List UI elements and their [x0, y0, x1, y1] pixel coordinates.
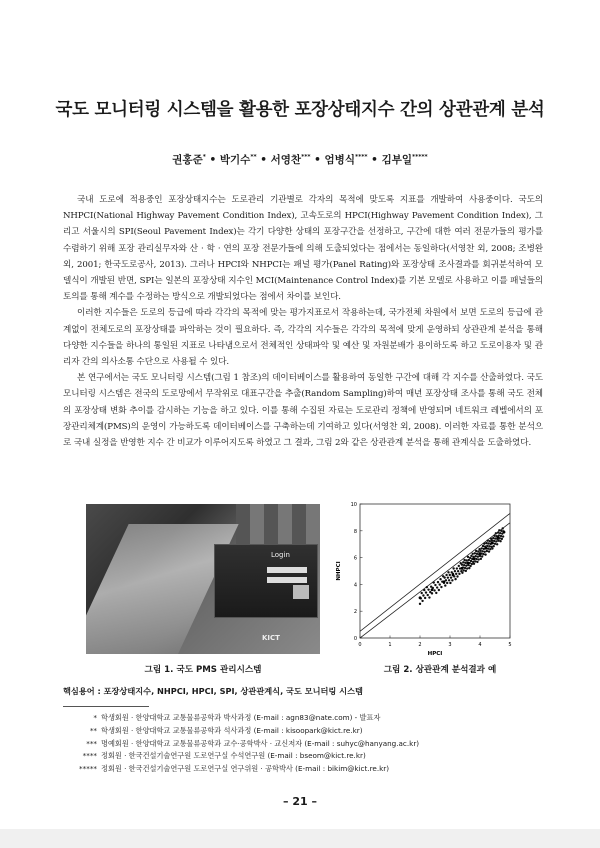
x-axis-label: HPCI [427, 651, 443, 657]
footnote-rule [63, 706, 149, 707]
data-point [485, 542, 487, 544]
x-tick-label: 3 [448, 642, 452, 648]
author-name: 엄병식 [324, 154, 355, 166]
data-point [448, 579, 450, 581]
data-point [475, 555, 477, 557]
data-point [469, 557, 471, 559]
footnote [63, 712, 543, 723]
author-separator: • [367, 154, 382, 166]
paragraph: 이러한 지수들은 도로의 등급에 따라 각각의 목적에 맞는 평가지표로서 작용하는데, 국가전체 차원에서 보면 도로의 등급에 관계없이 전체도로의 포장상태를 파악하는 것이 필요하다. 즉, 각각의 지수들은 각각의 목적에 맞게 운영하되 상관관계 분석을 통해 다양한 지수들을 하나의 통일된 지표로 나타냄으로서 전체적인 상태파악 및 예산 및 자원분배가 용이하도록 하고 도로이용자 및 관리자 간의 의사소통 수단으로 사용될 수 있다. [63, 308, 543, 368]
data-point [476, 561, 478, 563]
paragraph: 국내 도로에 적용중인 포장상태지수는 도로관리 기관별로 각자의 목적에 맞도록 지표를 개발하여 사용중이다. 국도의 NHPCI(National Highway Pavement Condition Index), 고속도로의 HPCI(Highway Pavement Condition Index), 그리고 서울시의 SPI(Seoul Pavement Index)는 각기 다양한 상태의 포장구간을 선정하고, 구간에 대한 여러 전문가들의 평가를 수렴하기 위해 포장 관리실무자와 산 · 학 · 연의 포장 전문가들에 의해 도출되었다는 점에서는 동일하다(서영찬 외, 2008; 조병완 외, 2001; 한국도로공사, 2013). 그러나 HPCI와 NHPCI는 패널 평가(Panel Rating)와 포장상태 조사결과를 회귀분석하여 모델식이 개발된 반면, SPI는 일본의 포장상태 지수인 MCI(Maintenance Control Index)를 기본 모델로 사용하고 이를 패널들의 토의를 통해 계수를 수정하는 방식으로 개발되었다는 점에서 차이를 보인다. [63, 195, 543, 303]
author-separator: • [256, 154, 271, 166]
footnote-text: 명예회원 · 한양대학교 교통물류공학과 교수·공학박사 · 교신저자 (E-mail : suhyc@hanyang.ac.kr) [101, 738, 420, 748]
data-point [475, 550, 477, 552]
y-tick-label: 4 [353, 582, 357, 589]
paragraph: 본 연구에서는 국도 모니터링 시스템(그림 1 참조)의 데이터베이스를 활용하여 동일한 구간에 대해 각 지수를 산출하였다. 국도 모니터링 시스템은 전국의 도로망에서 무작위로 대표구간을 추출(Random Sampling)하여 매년 포장상태 조사를 통해 국도 전체의 포장상태 변화 추이를 감시하는 기능을 하고 있다. 이를 통해 수집된 자료는 도로관리 정책에 반영되며 네트워크 레벨에서의 포장관리체계(PMS)의 운영이 가능하도록 데이터베이스를 구축하는데 기여하고 있다(서영찬 외, 2008). 이러한 자료를 통한 분석으로 국내 실정을 반영한 지수 간 비교가 이루어지도록 하였고 그 결과, 그림 2와 같은 상관관계 분석을 통해 관계식을 도출하였다. [63, 373, 543, 449]
data-point [463, 569, 465, 571]
data-point [431, 588, 434, 591]
data-point [478, 558, 480, 560]
data-point [444, 584, 446, 586]
data-point [493, 540, 495, 542]
data-point [486, 550, 488, 552]
data-point [500, 535, 502, 537]
data-point [443, 580, 446, 583]
data-point [445, 574, 447, 576]
data-point [468, 559, 470, 561]
data-point [447, 576, 449, 578]
data-point [485, 547, 488, 550]
data-point [422, 594, 424, 596]
x-tick-label: 5 [508, 642, 512, 648]
data-point [419, 603, 421, 605]
header-tiles [236, 504, 320, 544]
correlation-chart [330, 498, 552, 658]
data-point [449, 582, 451, 584]
data-point [463, 564, 465, 566]
data-point [465, 570, 467, 572]
data-point [456, 567, 458, 569]
data-point [436, 586, 438, 588]
data-point [454, 578, 456, 580]
author-mark: ** [250, 153, 257, 161]
footnote-text: 정회원 · 한국건설기술연구원 도로연구실 수석연구원 (E-mail : bseom@kict.re.kr) [101, 751, 366, 761]
footnote [63, 763, 543, 774]
data-point [487, 539, 489, 541]
author-separator: • [205, 154, 220, 166]
data-point [466, 567, 468, 569]
author-name: 권홍준 [172, 154, 203, 166]
data-point [450, 576, 452, 578]
data-point [456, 575, 458, 577]
data-point [484, 551, 486, 553]
data-point [472, 553, 474, 555]
abstract-body [63, 192, 543, 451]
y-tick-label: 10 [350, 502, 357, 508]
id-field [267, 567, 307, 573]
data-point [481, 547, 483, 549]
data-point [447, 571, 449, 573]
footnote-mark: ** [89, 725, 97, 735]
data-point [431, 592, 433, 594]
figure2-caption: 그림 2. 상관관계 분석결과 예 [383, 665, 497, 675]
data-point [495, 540, 497, 542]
data-point [487, 542, 489, 544]
data-point [498, 529, 500, 531]
data-point [458, 573, 460, 575]
y-tick-label: 8 [353, 528, 357, 535]
data-point [474, 560, 476, 562]
data-point [491, 541, 494, 544]
author-mark: *** [301, 153, 311, 161]
data-point [473, 558, 476, 561]
data-point [499, 540, 501, 542]
data-point [497, 540, 499, 542]
data-point [467, 556, 469, 558]
data-point [446, 582, 448, 584]
data-point [488, 545, 490, 547]
data-point [494, 543, 496, 545]
data-point [437, 581, 439, 583]
data-point [503, 531, 506, 534]
footnote-text: 학생회원 · 한양대학교 교통물류공학과 석사과정 (E-mail : kisoopark@kict.re.kr) [101, 725, 363, 735]
figure-pms-screenshot [86, 504, 320, 654]
data-point [419, 596, 422, 599]
data-point [464, 567, 466, 569]
data-point [484, 553, 486, 555]
data-point [502, 535, 504, 537]
footnote-text: 학생회원 · 한양대학교 교통물류공학과 박사과정 (E-mail : agn83@nate.com) - 발표자 [101, 713, 381, 722]
data-point [494, 537, 496, 539]
data-point [468, 567, 470, 569]
footnote [63, 725, 543, 736]
password-field [267, 577, 307, 583]
login-panel [214, 544, 318, 618]
data-point [470, 560, 472, 562]
data-point [493, 535, 495, 537]
data-point [462, 561, 464, 563]
page-bottom-bar [0, 829, 600, 848]
y-axis-label: NHPCI [336, 561, 342, 581]
footnote [63, 738, 543, 749]
data-point [481, 550, 483, 552]
data-point [501, 538, 503, 540]
data-point [435, 592, 437, 594]
figure1-caption: 그림 1. 국도 PMS 관리시스템 [144, 665, 262, 675]
data-point [433, 581, 435, 583]
trend-line [360, 513, 510, 631]
data-point [495, 532, 497, 534]
data-point [476, 553, 478, 555]
author-mark: * [202, 153, 206, 161]
data-point [473, 563, 475, 565]
footnote-mark: **** [82, 751, 97, 761]
data-point [486, 545, 488, 547]
footnote-mark: *** [86, 738, 97, 748]
data-point [443, 576, 445, 578]
data-point [483, 543, 485, 545]
data-point [428, 596, 430, 598]
data-point [466, 559, 468, 561]
x-tick-label: 4 [478, 642, 482, 648]
data-point [496, 543, 498, 545]
data-point [497, 536, 500, 539]
data-point [479, 550, 481, 552]
data-point [461, 564, 463, 566]
data-point [426, 586, 428, 588]
data-point [491, 547, 493, 549]
data-point [482, 553, 484, 555]
page-number: – 21 – [283, 795, 317, 808]
data-point [479, 552, 482, 555]
y-tick-label: 6 [353, 555, 357, 562]
data-point [500, 530, 502, 532]
data-point [492, 537, 494, 539]
plot-frame [360, 504, 510, 638]
x-tick-label: 0 [358, 642, 362, 648]
data-point [480, 558, 482, 560]
data-point [463, 559, 465, 561]
author-name: 서영찬 [270, 154, 302, 166]
data-point [434, 584, 436, 586]
data-point [439, 578, 441, 580]
data-point [469, 565, 471, 567]
data-point [451, 579, 453, 581]
data-point [427, 588, 429, 590]
data-point [467, 562, 470, 565]
data-point [423, 589, 425, 591]
author-mark: **** [354, 153, 368, 161]
data-point [477, 556, 479, 558]
data-point [424, 597, 426, 599]
data-point [427, 594, 429, 596]
login-label: Login [271, 551, 290, 559]
footnote [63, 750, 543, 761]
data-point [491, 539, 493, 541]
kict-logo: KICT [262, 634, 280, 642]
data-point [502, 527, 504, 529]
data-point [439, 583, 441, 585]
footnote-mark: ***** [79, 764, 97, 774]
data-point [489, 548, 491, 550]
data-point [482, 545, 484, 547]
data-point [471, 563, 473, 565]
data-point [458, 565, 460, 567]
data-point [449, 574, 451, 576]
author-name: 김부일 [381, 154, 412, 166]
data-point [477, 550, 479, 552]
x-tick-label: 1 [388, 642, 392, 648]
footnote-text: 정회원 · 한국건설기술연구원 도로연구실 연구위원 · 공학박사 (E-mail : bikim@kict.re.kr) [101, 764, 390, 774]
data-point [421, 592, 423, 594]
y-tick-label: 2 [353, 609, 357, 616]
footnote-mark: * [93, 713, 97, 722]
data-point [488, 550, 490, 552]
data-point [461, 572, 463, 574]
data-point [454, 570, 456, 572]
data-point [452, 567, 454, 569]
data-point [489, 540, 491, 542]
data-point [497, 531, 499, 533]
data-point [455, 573, 457, 575]
data-point [457, 570, 459, 572]
data-point [499, 532, 501, 534]
data-point [425, 591, 427, 593]
author-mark: ***** [412, 153, 428, 161]
data-point [421, 600, 423, 602]
x-tick-label: 2 [418, 642, 422, 648]
data-point [438, 589, 440, 591]
data-point [475, 558, 477, 560]
data-point [464, 562, 466, 564]
data-point [440, 586, 442, 588]
keywords: 핵심용어 : 포장상태지수, NHPCI, HPCI, SPI, 상관관계식, 국도 모니터링 시스템 [63, 686, 363, 696]
data-point [461, 567, 464, 570]
author-list [0, 152, 600, 167]
data-point [493, 545, 495, 547]
y-tick-label: 0 [353, 636, 357, 642]
data-point [465, 564, 467, 566]
data-point [474, 552, 476, 554]
author-separator: • [310, 154, 325, 166]
data-point [433, 589, 435, 591]
data-point [479, 555, 481, 557]
paper-title: 국도 모니터링 시스템을 활용한 포장상태지수 간의 상관관계 분석 [55, 100, 545, 120]
data-point [470, 555, 472, 557]
data-point [452, 574, 455, 577]
author-name: 박기수 [219, 154, 251, 166]
login-button [293, 585, 309, 599]
data-point [481, 555, 483, 557]
